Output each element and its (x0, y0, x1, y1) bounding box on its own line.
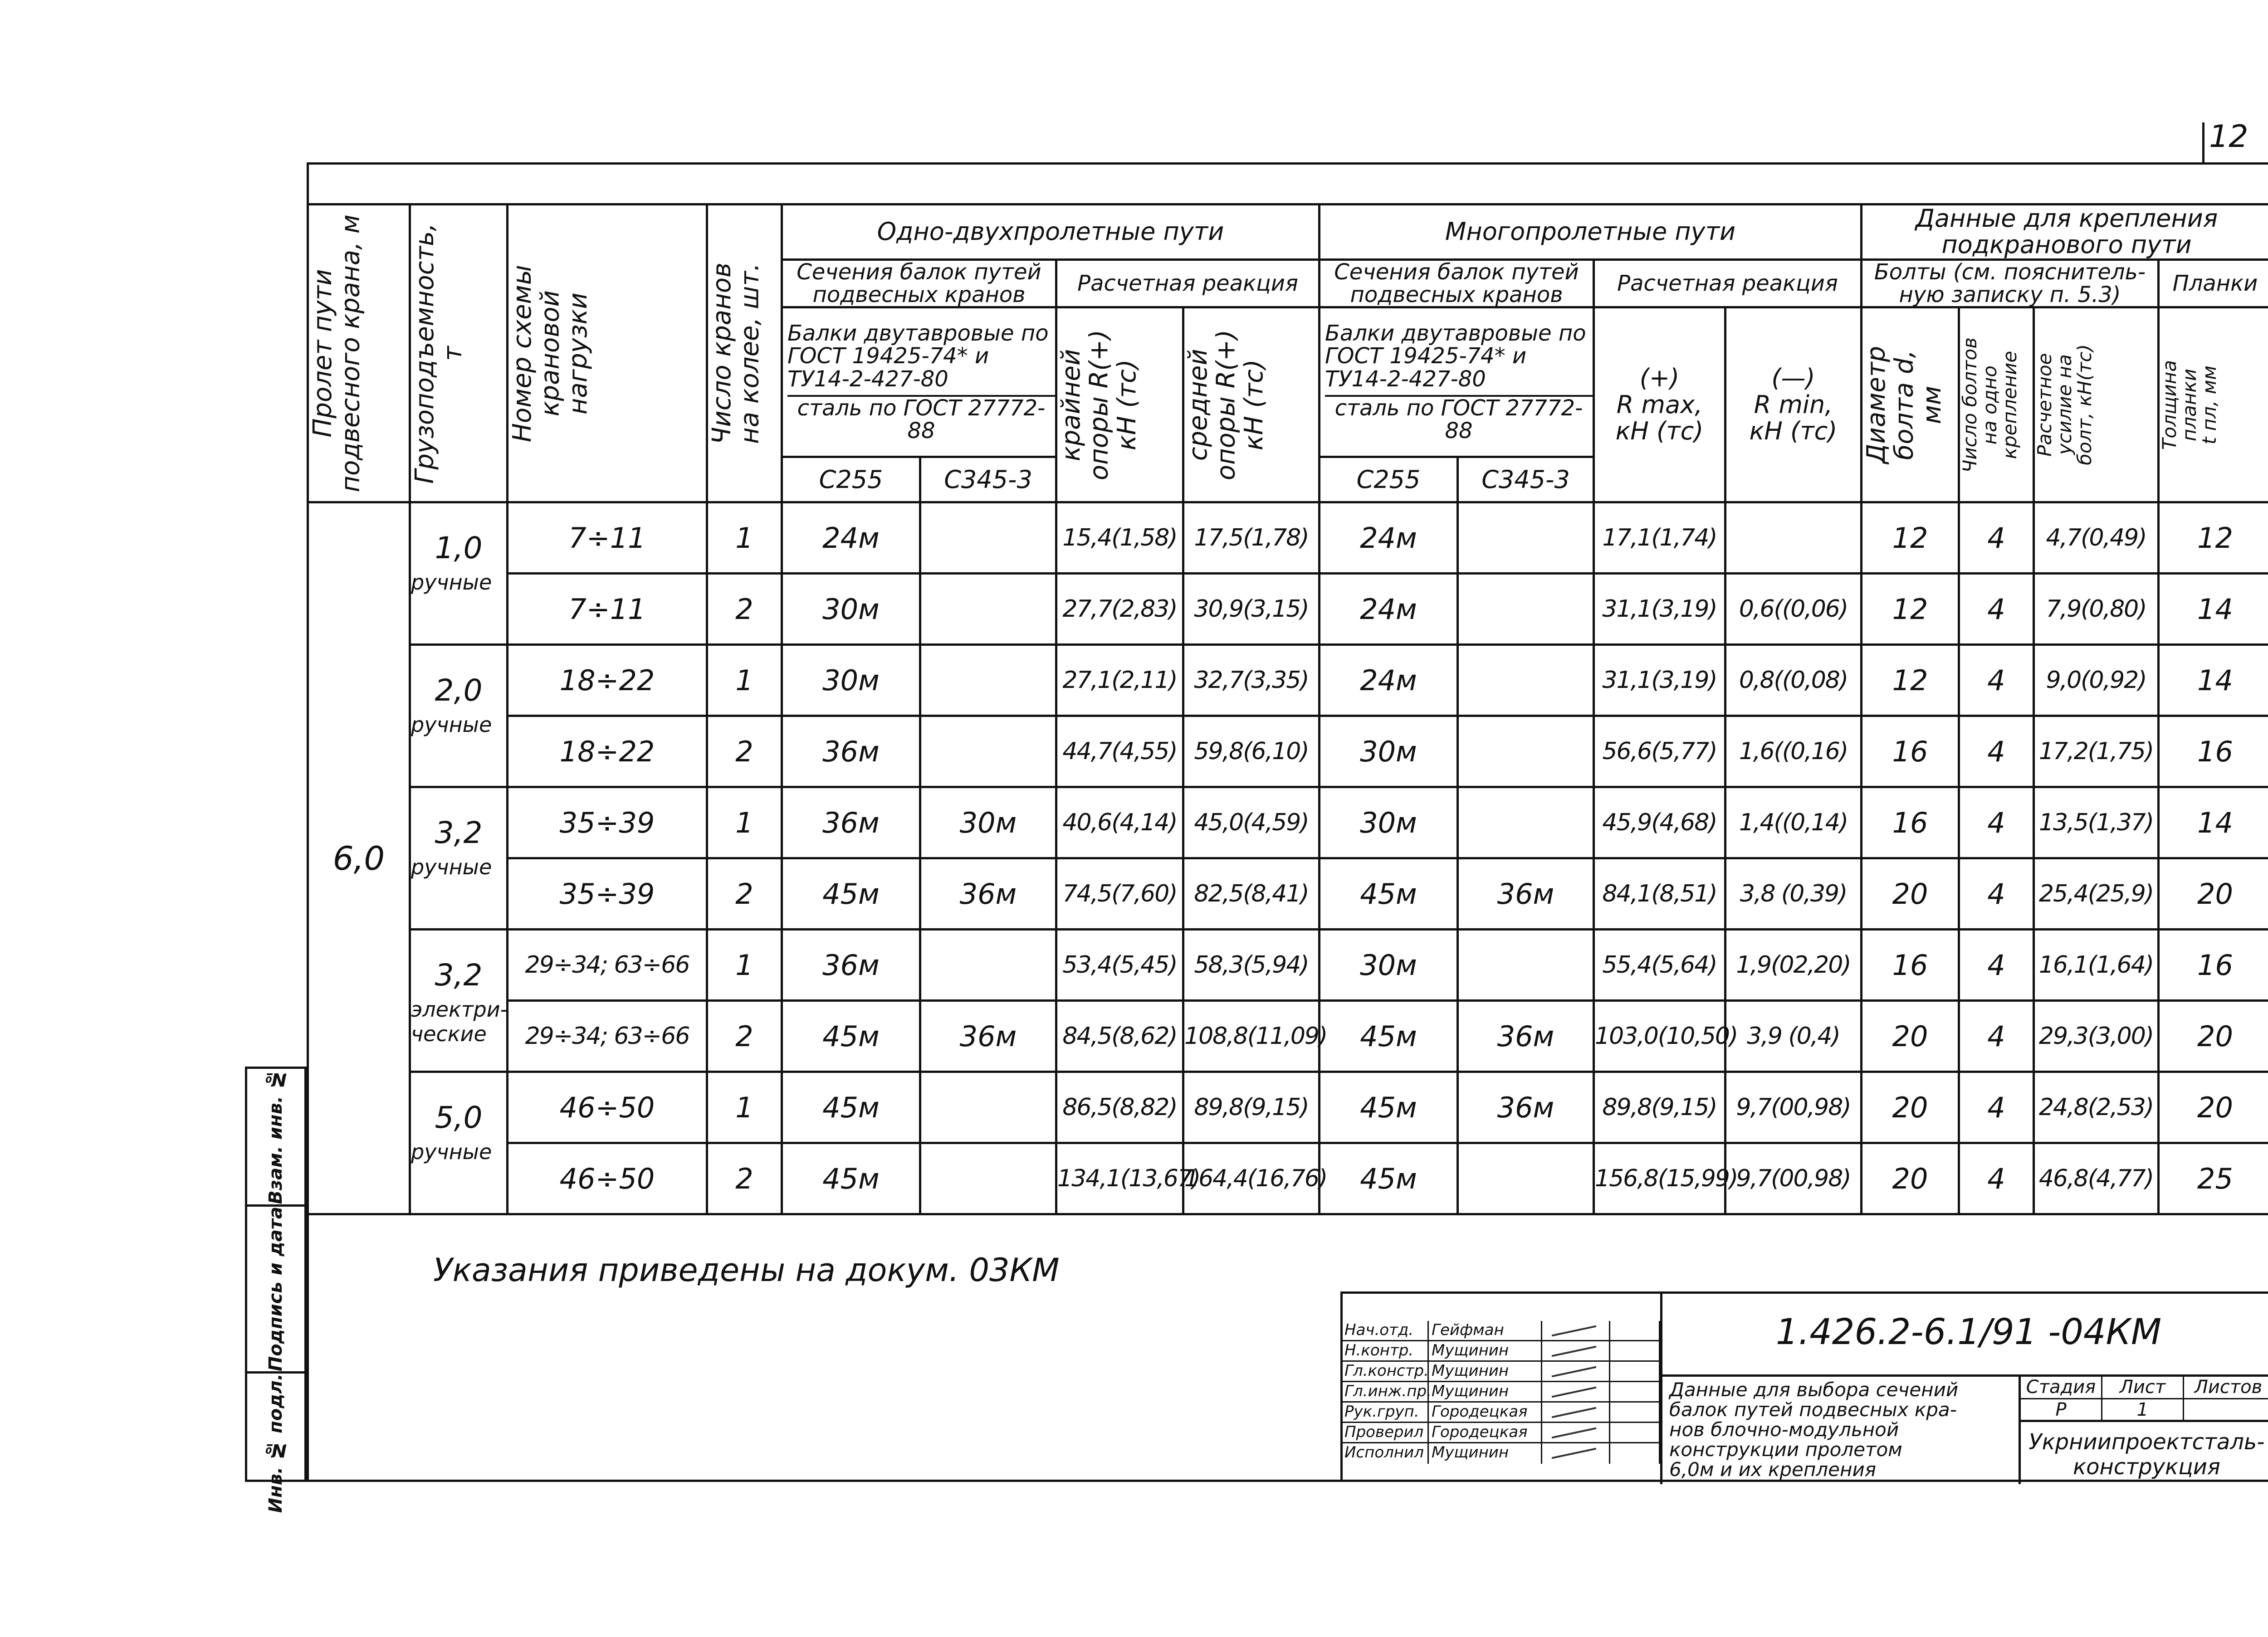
bolt-count-cell: 4 (1959, 858, 2034, 930)
multi-c255-cell: 45м (1320, 1143, 1458, 1214)
plate-thick-cell: 16 (2159, 716, 2268, 787)
section-c255-cell: 45м (782, 1001, 920, 1072)
span-value: 6,0 (308, 502, 410, 1214)
signature-row: Рук.груп. Городецкая (1343, 1403, 1660, 1423)
r-edge-cell: 74,5(7,60) (1056, 858, 1183, 930)
bolt-force-cell: 24,8(2,53) (2034, 1072, 2159, 1143)
plate-thick-cell: 12 (2159, 502, 2268, 574)
strip-cell-replacement: Взам. инв. № (247, 1069, 304, 1207)
r-edge-cell: 53,4(5,45) (1056, 930, 1183, 1001)
header-bolt-count: Число болтов на одно крепление (1959, 307, 2034, 502)
section-c255-cell: 36м (782, 787, 920, 858)
r-mid-cell: 30,9(3,15) (1183, 574, 1320, 645)
r-edge-cell: 40,6(4,14) (1056, 787, 1183, 858)
r-mid-cell: 89,8(9,15) (1183, 1072, 1320, 1143)
r-mid-cell: 82,5(8,41) (1183, 858, 1320, 930)
multi-c255-cell: 45м (1320, 1001, 1458, 1072)
header-span: Пролет пути подвесного крана, м (308, 205, 410, 502)
r-edge-cell: 44,7(4,55) (1056, 716, 1183, 787)
r-min-cell (1725, 502, 1862, 574)
r-min-cell: 1,6((0,16) (1725, 716, 1862, 787)
stage-value: Р (2021, 1399, 2102, 1422)
section-c345-cell (920, 716, 1056, 787)
cranes-cell: 2 (707, 1143, 782, 1214)
signature-row: Нач.отд. Гейфман (1343, 1321, 1660, 1341)
multi-c345-cell (1458, 502, 1594, 574)
section-c345-cell (920, 930, 1056, 1001)
load-group: 5,0 ручные (410, 1072, 508, 1214)
multi-c255-cell: 24м (1320, 574, 1458, 645)
r-max-cell: 45,9(4,68) (1594, 787, 1725, 858)
cranes-cell: 1 (707, 645, 782, 716)
r-mid-cell: 58,3(5,94) (1183, 930, 1320, 1001)
header-r-mid: средней опоры R(+) кН (тс) (1183, 307, 1320, 502)
page-number: 12 (2209, 119, 2248, 155)
section-c255-cell: 45м (782, 1143, 920, 1214)
cranes-cell: 2 (707, 716, 782, 787)
plate-thick-cell: 14 (2159, 787, 2268, 858)
bolt-diam-cell: 16 (1862, 787, 1959, 858)
scheme-cell: 46÷50 (508, 1072, 707, 1143)
plate-thick-cell: 16 (2159, 930, 2268, 1001)
table-row (308, 645, 2268, 716)
table-row (308, 787, 2268, 858)
cranes-cell: 2 (707, 1001, 782, 1072)
signature (1542, 1341, 1610, 1360)
title-block (1340, 1291, 2268, 1482)
signature-row: Гл.констр. Мущинин (1343, 1362, 1660, 1382)
multi-c255-cell: 45м (1320, 1072, 1458, 1143)
section-c255-cell: 36м (782, 716, 920, 787)
table-row (308, 502, 2268, 574)
r-edge-cell: 86,5(8,82) (1056, 1072, 1183, 1143)
header-reaction-multi: Расчетная реакция (1594, 259, 1862, 307)
cranes-cell: 2 (707, 858, 782, 930)
header-bolt-diam: Диаметр болта d, мм (1862, 307, 1959, 502)
bolt-force-cell: 9,0(0,92) (2034, 645, 2159, 716)
plate-thick-cell: 20 (2159, 858, 2268, 930)
header-r-max: (+) R max, кН (тс) (1594, 307, 1725, 502)
multi-c345-cell (1458, 716, 1594, 787)
r-min-cell: 9,7(00,98) (1725, 1072, 1862, 1143)
bolt-diam-cell: 16 (1862, 930, 1959, 1001)
section-c255-cell: 30м (782, 574, 920, 645)
bolt-diam-cell: 20 (1862, 1001, 1959, 1072)
header-sections-single: Сечения балок путей подвесных кранов (782, 259, 1056, 307)
r-edge-cell: 27,7(2,83) (1056, 574, 1183, 645)
bolt-diam-cell: 12 (1862, 574, 1959, 645)
scheme-cell: 7÷11 (508, 502, 707, 574)
header-c255-single: С255 (782, 457, 920, 502)
bolt-count-cell: 4 (1959, 574, 2034, 645)
plate-thick-cell: 20 (2159, 1072, 2268, 1143)
plate-thick-cell: 25 (2159, 1143, 2268, 1214)
table-row (308, 1001, 2268, 1072)
organization-name: Укрниипроектсталь- конструкция (2028, 1429, 2265, 1480)
signature (1542, 1362, 1610, 1381)
multi-c345-cell (1458, 574, 1594, 645)
section-c255-cell: 45м (782, 1072, 920, 1143)
r-mid-cell: 32,7(3,35) (1183, 645, 1320, 716)
header-scheme: Номер схемы крановой нагрузки (508, 205, 707, 502)
r-mid-cell: 17,5(1,78) (1183, 502, 1320, 574)
multi-c255-cell: 30м (1320, 787, 1458, 858)
multi-c345-cell: 36м (1458, 1072, 1594, 1143)
header-multi-span: Многопролетные пути (1320, 205, 1862, 260)
multi-c345-cell: 36м (1458, 1001, 1594, 1072)
r-min-cell: 1,9(02,20) (1725, 930, 1862, 1001)
header-plates: Планки (2159, 259, 2268, 307)
r-max-cell: 17,1(1,74) (1594, 502, 1725, 574)
r-max-cell: 84,1(8,51) (1594, 858, 1725, 930)
r-max-cell: 56,6(5,77) (1594, 716, 1725, 787)
r-mid-cell: 108,8(11,09) (1183, 1001, 1320, 1072)
r-max-cell: 89,8(9,15) (1594, 1072, 1725, 1143)
stage-label: Стадия (2021, 1377, 2102, 1399)
section-c255-cell: 45м (782, 858, 920, 930)
section-c345-cell: 36м (920, 858, 1056, 930)
table-row (308, 858, 2268, 930)
header-plate-thick: Толщина планки t пл, мм (2159, 307, 2268, 502)
bolt-diam-cell: 16 (1862, 716, 1959, 787)
multi-c255-cell: 30м (1320, 930, 1458, 1001)
multi-c345-cell (1458, 787, 1594, 858)
table-row (308, 716, 2268, 787)
r-max-cell: 103,0(10,50) (1594, 1001, 1725, 1072)
bolt-diam-cell: 12 (1862, 645, 1959, 716)
signature-table (1343, 1321, 1660, 1484)
multi-c345-cell (1458, 930, 1594, 1001)
header-reaction-single: Расчетная реакция (1056, 259, 1320, 307)
section-c345-cell: 36м (920, 1001, 1056, 1072)
document-title: Данные для выбора сечений балок путей подвесных кра- нов блочно-модульной конструкции пролетом 6,0м и их крепления (1669, 1379, 1959, 1481)
top-band (308, 164, 2268, 205)
signature (1542, 1443, 1610, 1464)
bolt-diam-cell: 20 (1862, 1072, 1959, 1143)
scheme-cell: 29÷34; 63÷66 (508, 930, 707, 1001)
header-fastening: Данные для крепления подкранового пути (1862, 205, 2268, 260)
r-max-cell: 55,4(5,64) (1594, 930, 1725, 1001)
r-min-cell: 3,8 (0,39) (1725, 858, 1862, 930)
header-beams-multi: Балки двутавровые по ГОСТ 19425-74* и ТУ14-2-427-80 сталь по ГОСТ 27772-88 (1320, 307, 1594, 457)
signature (1542, 1321, 1610, 1340)
bolt-count-cell: 4 (1959, 502, 2034, 574)
signature (1542, 1382, 1610, 1401)
header-bolts: Болты (см. пояснитель-ную записку п. 5.3) (1862, 259, 2159, 307)
r-edge-cell: 84,5(8,62) (1056, 1001, 1183, 1072)
strip-cell-signature: Подпись и дата (247, 1207, 304, 1374)
bolt-count-cell: 4 (1959, 716, 2034, 787)
cranes-cell: 1 (707, 502, 782, 574)
section-c345-cell (920, 574, 1056, 645)
bolt-diam-cell: 20 (1862, 858, 1959, 930)
section-c345-cell (920, 645, 1056, 716)
load-group: 2,0 ручные (410, 645, 508, 787)
load-group: 3,2 электри-ческие (410, 930, 508, 1072)
section-c255-cell: 36м (782, 930, 920, 1001)
bolt-diam-cell: 12 (1862, 502, 1959, 574)
multi-c345-cell: 36м (1458, 858, 1594, 930)
section-c345-cell (920, 1072, 1056, 1143)
sheet-label: Лист (2102, 1377, 2184, 1399)
bolt-count-cell: 4 (1959, 1001, 2034, 1072)
sheets-value (2184, 1399, 2268, 1422)
bolt-count-cell: 4 (1959, 645, 2034, 716)
signature-row: Исполнил Мущинин (1343, 1443, 1660, 1464)
plate-thick-cell: 20 (2159, 1001, 2268, 1072)
plate-thick-cell: 14 (2159, 645, 2268, 716)
signature (1542, 1423, 1610, 1442)
r-min-cell: 0,6((0,06) (1725, 574, 1862, 645)
header-bolt-force: Расчетное усилие на болт, кН(тс) (2034, 307, 2159, 502)
signature (1542, 1403, 1610, 1422)
document-code: 1.426.2-6.1/91 -04КМ (1775, 1312, 2162, 1353)
r-edge-cell: 27,1(2,11) (1056, 645, 1183, 716)
bolt-count-cell: 4 (1959, 930, 2034, 1001)
header-capacity: Грузоподъемность, т (410, 205, 508, 502)
bolt-count-cell: 4 (1959, 787, 2034, 858)
cranes-cell: 1 (707, 1072, 782, 1143)
table-row (308, 574, 2268, 645)
header-single-span: Одно-двухпролетные пути (782, 205, 1320, 260)
left-stamp-strip (245, 1067, 307, 1513)
header-sections-multi: Сечения балок путей подвесных кранов (1320, 259, 1594, 307)
scheme-cell: 46÷50 (508, 1143, 707, 1214)
section-c255-cell: 30м (782, 645, 920, 716)
signature-row: Проверил Городецкая (1343, 1423, 1660, 1443)
multi-c255-cell: 45м (1320, 858, 1458, 930)
section-c345-cell: 30м (920, 787, 1056, 858)
bolt-force-cell: 25,4(25,9) (2034, 858, 2159, 930)
r-edge-cell: 134,1(13,67) (1056, 1143, 1183, 1214)
header-r-edge: крайней опоры R(+) кН (тс) (1056, 307, 1183, 502)
bolt-count-cell: 4 (1959, 1072, 2034, 1143)
load-group: 1,0 ручные (410, 502, 508, 645)
r-max-cell: 156,8(15,99) (1594, 1143, 1725, 1214)
bolt-force-cell: 13,5(1,37) (2034, 787, 2159, 858)
scheme-cell: 18÷22 (508, 716, 707, 787)
header-beams-single: Балки двутавровые по ГОСТ 19425-74* и ТУ14-2-427-80 сталь по ГОСТ 27772-88 (782, 307, 1056, 457)
header-c255-multi: С255 (1320, 457, 1458, 502)
r-mid-cell: 45,0(4,59) (1183, 787, 1320, 858)
scheme-cell: 35÷39 (508, 787, 707, 858)
note-text: Указания приведены на докум. 03КМ (433, 1252, 1060, 1289)
header-cranes: Число кранов на колее, шт. (707, 205, 782, 502)
signature-row: Гл.инж.пр. Мущинин (1343, 1382, 1660, 1403)
header-c345-multi: С345-3 (1458, 457, 1594, 502)
cranes-cell: 1 (707, 930, 782, 1001)
table-row (308, 1072, 2268, 1143)
header-c345-single: С345-3 (920, 457, 1056, 502)
bolt-force-cell: 17,2(1,75) (2034, 716, 2159, 787)
r-mid-cell: 164,4(16,76) (1183, 1143, 1320, 1214)
header-r-min: (—) R min, кН (тс) (1725, 307, 1862, 502)
scheme-cell: 18÷22 (508, 645, 707, 716)
stage-grid (2021, 1377, 2268, 1427)
bolt-count-cell: 4 (1959, 1143, 2034, 1214)
sheets-label: Листов (2184, 1377, 2268, 1399)
r-edge-cell: 15,4(1,58) (1056, 502, 1183, 574)
plate-thick-cell: 14 (2159, 574, 2268, 645)
page-number-bar (2202, 122, 2204, 163)
cranes-cell: 1 (707, 787, 782, 858)
r-mid-cell: 59,8(6,10) (1183, 716, 1320, 787)
r-min-cell: 0,8((0,08) (1725, 645, 1862, 716)
multi-c345-cell (1458, 645, 1594, 716)
bolt-force-cell: 29,3(3,00) (2034, 1001, 2159, 1072)
scheme-cell: 7÷11 (508, 574, 707, 645)
sheet-value: 1 (2102, 1399, 2184, 1422)
multi-c255-cell: 24м (1320, 502, 1458, 574)
strip-cell-inventory: Инв. № подл. (265, 1373, 286, 1513)
scheme-cell: 29÷34; 63÷66 (508, 1001, 707, 1072)
bolt-force-cell: 7,9(0,80) (2034, 574, 2159, 645)
r-min-cell: 3,9 (0,4) (1725, 1001, 1862, 1072)
bolt-force-cell: 4,7(0,49) (2034, 502, 2159, 574)
bolt-force-cell: 46,8(4,77) (2034, 1143, 2159, 1214)
cranes-cell: 2 (707, 574, 782, 645)
load-group: 3,2 ручные (410, 787, 508, 930)
r-min-cell: 9,7(00,98) (1725, 1143, 1862, 1214)
section-c345-cell (920, 502, 1056, 574)
multi-c255-cell: 24м (1320, 645, 1458, 716)
r-max-cell: 31,1(3,19) (1594, 645, 1725, 716)
multi-c255-cell: 30м (1320, 716, 1458, 787)
bolt-force-cell: 16,1(1,64) (2034, 930, 2159, 1001)
scheme-cell: 35÷39 (508, 858, 707, 930)
bolt-diam-cell: 20 (1862, 1143, 1959, 1214)
signature-row: Н.контр. Мущинин (1343, 1341, 1660, 1362)
r-min-cell: 1,4((0,14) (1725, 787, 1862, 858)
crane-beam-table (307, 162, 2268, 1215)
r-max-cell: 31,1(3,19) (1594, 574, 1725, 645)
section-c255-cell: 24м (782, 502, 920, 574)
table-row (308, 930, 2268, 1001)
